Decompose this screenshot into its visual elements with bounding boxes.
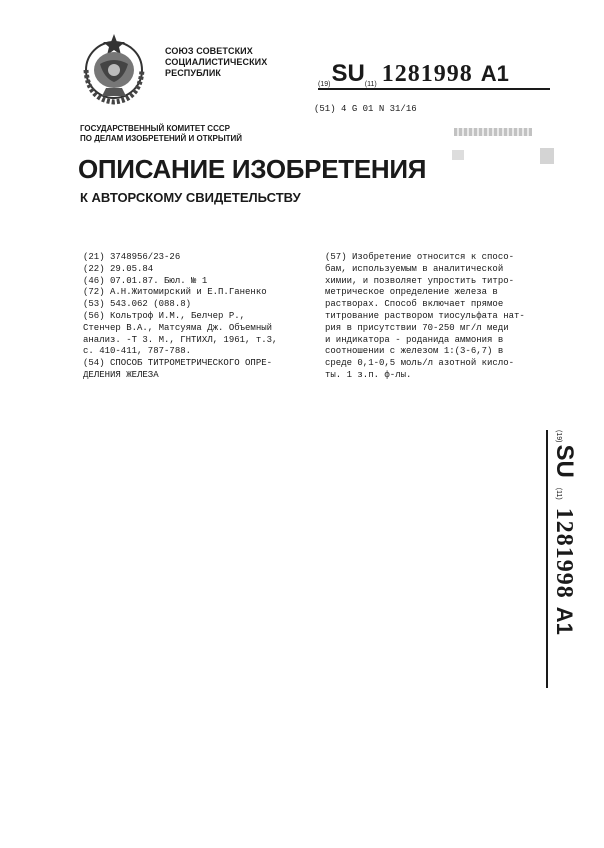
committee-name bbox=[80, 124, 242, 144]
biblio-line: анализ. -Т 3. М., ГНТИХЛ, 1961, т.3, bbox=[83, 334, 278, 345]
ussr-state-emblem-icon bbox=[76, 30, 152, 108]
biblio-line: (56) Кольтроф И.М., Белчер Р., bbox=[83, 310, 246, 321]
abstract-line: ты. 1 з.п. ф-лы. bbox=[325, 369, 412, 380]
vertical-country-code: SU bbox=[551, 444, 578, 478]
ipc-classification bbox=[314, 104, 417, 114]
biblio-line: (72) А.Н.Житомирский и Е.П.Ганенко bbox=[83, 287, 267, 298]
committee-line-1: ГОСУДАРСТВЕННЫЙ КОМИТЕТ СССР bbox=[80, 124, 230, 133]
ipc-code: (51) 4 bbox=[314, 104, 347, 114]
abstract-line: бам, используемым в аналитической bbox=[325, 263, 504, 274]
document-subtitle: К АВТОРСКОМУ СВИДЕТЕЛЬСТВУ bbox=[80, 190, 301, 205]
vertical-kind-code: A1 bbox=[552, 606, 577, 635]
biblio-line: Стенчер В.А., Матсуяма Дж. Объемный bbox=[83, 322, 273, 333]
vertical-rule bbox=[546, 430, 548, 688]
country-code: SU bbox=[331, 60, 365, 87]
biblio-line: с. 410-411, 787-788. bbox=[83, 346, 192, 357]
biblio-line: (53) 543.062 (088.8) bbox=[83, 299, 192, 310]
stamp-mark bbox=[452, 150, 464, 160]
publication-number bbox=[318, 60, 509, 88]
abstract-line: соотношении с железом 1:(3-6,7) в bbox=[325, 346, 504, 357]
biblio-line: ДЕЛЕНИЯ ЖЕЛЕЗА bbox=[83, 369, 159, 380]
pub-number-code: (11) bbox=[364, 81, 377, 88]
vertical-pub-number: 1281998 bbox=[551, 507, 577, 599]
biblio-line: (22) 29.05.84 bbox=[83, 263, 154, 274]
abstract-line: титрование раствором тиосульфата нат- bbox=[325, 310, 525, 321]
library-stamp bbox=[454, 128, 532, 136]
abstract-line: и индикатора - роданида аммония в bbox=[325, 334, 504, 345]
ipc-value: G 01 N 31/16 bbox=[351, 104, 417, 114]
biblio-line: (46) 07.01.87. Бюл. № 1 bbox=[83, 275, 208, 286]
abstract bbox=[325, 252, 550, 382]
union-line-2: СОЦИАЛИСТИЧЕСКИХ bbox=[165, 57, 268, 67]
stamp-mark bbox=[540, 148, 554, 164]
union-line-3: РЕСПУБЛИК bbox=[165, 68, 221, 78]
bibliographic-data bbox=[83, 252, 318, 382]
vertical-pub-prefix-code: (19) bbox=[555, 430, 562, 443]
abstract-line: (57) Изобретение относится к спосо- bbox=[325, 252, 515, 262]
abstract-line: среде 0,1-0,5 моль/л азотной кисло- bbox=[325, 358, 515, 369]
abstract-line: метрическое определение железа в bbox=[325, 287, 498, 298]
header-rule bbox=[318, 88, 550, 90]
abstract-line: химии, и позволяет упростить титро- bbox=[325, 275, 515, 286]
pub-prefix-code: (19) bbox=[318, 81, 331, 88]
pub-number: 1281998 bbox=[381, 61, 473, 87]
vertical-pub-number-code: (11) bbox=[555, 487, 562, 500]
biblio-line: (21) 3748956/23-26 bbox=[83, 252, 181, 262]
country-name bbox=[165, 46, 267, 79]
abstract-line: рия в присутствии 70-250 мг/л меди bbox=[325, 322, 509, 333]
kind-code: A1 bbox=[480, 61, 509, 86]
document-title: ОПИСАНИЕ ИЗОБРЕТЕНИЯ bbox=[78, 154, 427, 184]
union-line-1: СОЮЗ СОВЕТСКИХ bbox=[165, 46, 253, 56]
abstract-line: растворах. Способ включает прямое bbox=[325, 299, 504, 310]
committee-line-2: ПО ДЕЛАМ ИЗОБРЕТЕНИЙ И ОТКРЫТИЙ bbox=[80, 134, 243, 143]
biblio-line: (54) СПОСОБ ТИТРОМЕТРИЧЕСКОГО ОПРЕ- bbox=[83, 358, 273, 369]
